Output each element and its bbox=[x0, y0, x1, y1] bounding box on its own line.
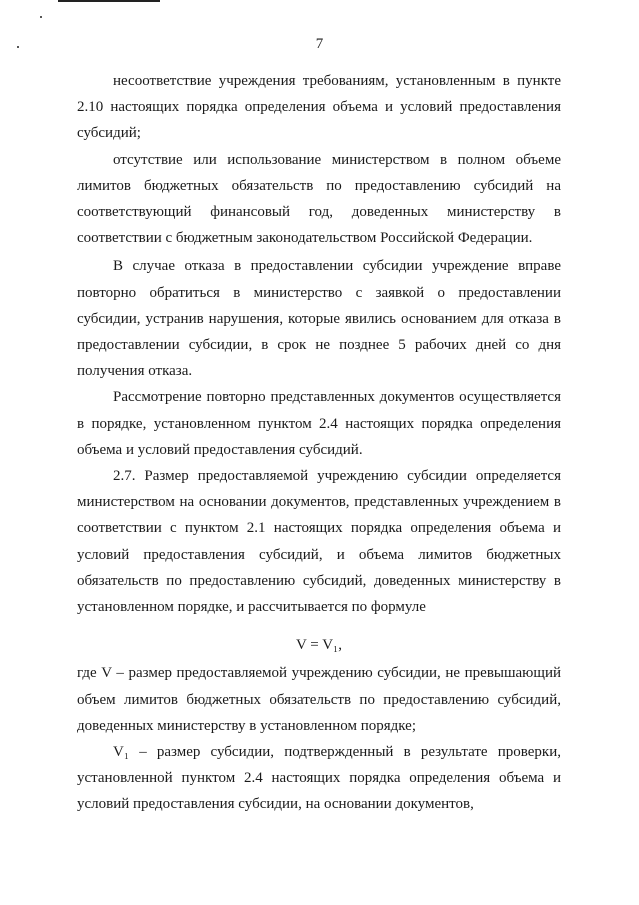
definition-v: где V – размер предоставляемой учреждению субсидии, не превышающий объем лимитов бюджетных обязательств по предоставлению субсидий, доведенных министерству в установленном порядке; bbox=[77, 665, 561, 734]
formula: V = V₁, bbox=[295, 637, 343, 654]
page-number: 7 bbox=[315, 36, 324, 52]
scan-speck bbox=[40, 16, 42, 18]
definition-v1: V₁ – размер субсидии, подтвержденный в результате проверки, установленной пунктом 2.4 настоящих порядка определения объема и условий предоставления субсидии, на основании документов, bbox=[77, 744, 561, 813]
document-body bbox=[77, 68, 561, 818]
paragraph: 2.7. Размер предоставляемой учреждению субсидии определяется министерством на основании документов, представленных учреждением в соответствии с пунктом 2.1 настоящих порядка определения объема и условий предоставления субсидий, и объема лимитов бюджетных обязательств по предоставлению субсидий, доведенных министерству в установленном порядке, и рассчитывается по формуле bbox=[77, 468, 561, 616]
paragraph: отсутствие или использование министерством в полном объеме лимитов бюджетных обязательств по предоставлению субсидий на соответствующий финансовый год, доведенных министерству в соответствии с бюджетным законодательством Российской Федерации. bbox=[77, 151, 561, 247]
paragraph: Рассмотрение повторно представленных документов осуществляется в порядке, установленном пунктом 2.4 настоящих порядка определения объема и условий предоставления субсидий. bbox=[77, 389, 561, 458]
paragraph: В случае отказа в предоставлении субсидии учреждение вправе повторно обратиться в министерство с заявкой о предоставлении субсидии, устранив нарушения, которые явились основанием для отказа в предоставлении субсидии, в срок не позднее 5 рабочих дней со дня получения отказа. bbox=[77, 258, 561, 380]
scan-top-rule bbox=[58, 0, 160, 2]
paragraph: несоответствие учреждения требованиям, установленным в пункте 2.10 настоящих порядка определения объема и условий предоставления субсидий; bbox=[77, 73, 561, 142]
